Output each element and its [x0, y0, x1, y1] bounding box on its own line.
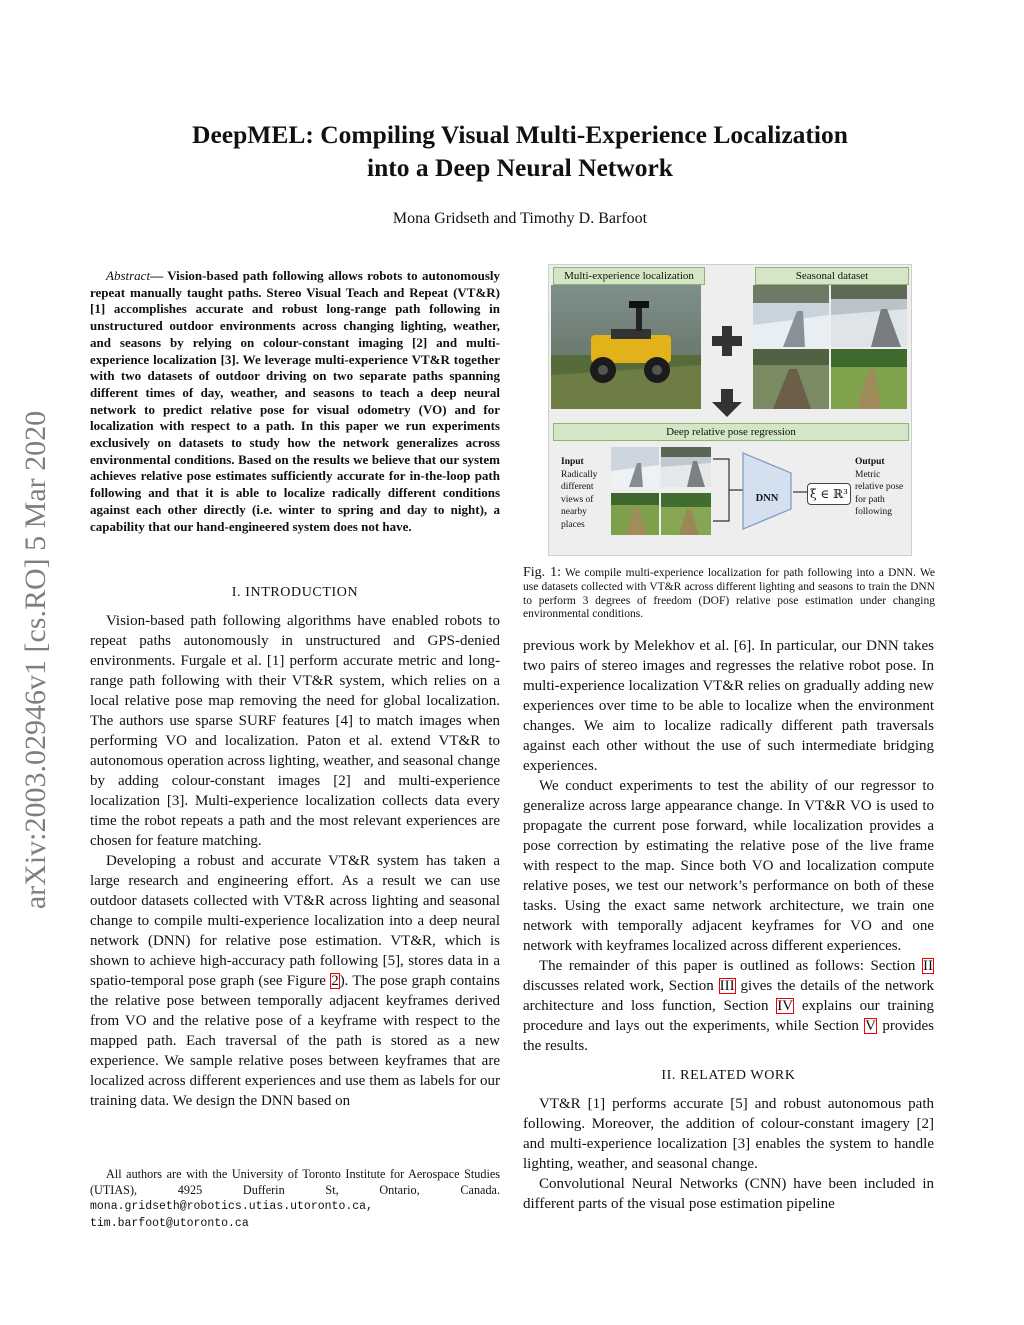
section-v-link[interactable]: V [865, 1018, 877, 1034]
input-photo-1 [611, 447, 659, 487]
abstract [90, 268, 500, 535]
outline-text-4: explains our training procedure and lays out the experiments, while Section [523, 998, 935, 1034]
footnote-emails: mona.gridseth@robotics.utias.utoronto.ca, tim.barfoot@utoronto.ca [90, 1200, 373, 1230]
input-photo-3 [611, 493, 659, 535]
connector-bracket [713, 455, 743, 525]
tag-deep-pose-regression: Deep relative pose regression [553, 423, 909, 441]
input-title: Input [561, 457, 584, 467]
season-photo-summer-1 [831, 349, 907, 409]
footnote-affiliation: All authors are with the University of Toronto Institute for Aerospace Studies (UTIAS), 4925 Dufferin St, Ontario, Canada. [90, 1167, 500, 1197]
plus-icon [709, 323, 745, 359]
dnn-output-arrow [793, 487, 807, 497]
output-description [855, 456, 907, 519]
right-paragraph-2: We conduct experiments to test the ability of our regressor to generalize across large appearance change. In VT&R VO is used to propagate the current pose forward, while localization provides a pose correction by estimating the relative pose of the live frame with respect to the map. Since both VO and localization compute relative poses, we test our network’s performance on both of these tasks. Using the exact same network architecture, we train one network with temporally adjacent keyframes for VO and one network with keyframes localized across different experiences. [523, 778, 934, 954]
footnote [90, 1167, 500, 1231]
right-paragraph-1: previous work by Melekhov et al. [6]. In particular, our DNN takes two pairs of stereo images and regresses the relative robot pose. In multi-experience localization VT&R relies on gradually adding new experiences over time to be able to localize when the environment changes. We aim to localize radically different path traversals against each other without the use of such intermediate bridging experiences. [523, 638, 934, 774]
down-arrow-icon [710, 389, 744, 417]
season-photo-winter-1 [753, 285, 829, 347]
input-desc-text: Radically different views of nearby places [561, 469, 598, 530]
related-paragraph-2: Convolutional Neural Networks (CNN) have been included in different parts of the visual pose estimation pipeline [523, 1176, 934, 1212]
input-description [561, 456, 609, 531]
season-photo-spring-1 [753, 349, 829, 409]
title-line-2: into a Deep Neural Network [367, 153, 673, 182]
figure-caption-label: Fig. 1: [523, 565, 561, 580]
section-heading-related-work: II. RELATED WORK [661, 1068, 796, 1083]
outline-text-3: gives the details of the network architecture and loss function, Section [523, 978, 934, 1014]
outline-text-2: discusses related work, Section [523, 978, 719, 994]
dnn-block [741, 451, 793, 531]
arxiv-stamp [6, 350, 66, 970]
paper-title [120, 118, 920, 184]
related-paragraph-1: VT&R [1] performs accurate [5] and robust autonomous path following. Moreover, the addition of colour-constant imagery [2] and multi-experience localization [3] enables the system to handle lighting, weather, and seasonal change. [523, 1096, 934, 1172]
pose-output-box: ξ ∈ ℝ³ [807, 483, 851, 505]
abstract-label: Abstract [106, 268, 151, 283]
tag-seasonal-dataset: Seasonal dataset [755, 267, 909, 285]
figure-1-caption [523, 566, 935, 622]
figure-1 [548, 264, 912, 556]
right-column [523, 636, 934, 1214]
output-desc-text: Metric relative pose for path following [855, 469, 904, 517]
section-iii-link[interactable]: III [719, 978, 735, 994]
intro-paragraph-1: Vision-based path following algorithms have enabled robots to repeat paths autonomously in unstructured and GPS-denied environments. Furgale et al. [1] perform accurate metric and long-range path following with their VT&R system, which relies on a local relative pose map removing the need for global localization. The authors use sparse SURF features [4] to match images when performing VO and localization. Paton et al. extend VT&R to autonomous operation across lighting, weather, and seasonal change by adding colour-constant images [2] and multi-experience localization [3]. Multi-experience localization collects data every time the robot repeats a path and the most relevant experiences are chosen for feature matching. [90, 613, 500, 849]
figure-2-ref-link[interactable]: 2 [331, 973, 339, 989]
outline-text-5: provides the results. [523, 1018, 934, 1054]
intro-p2-part-b: ). The pose graph contains the relative pose between temporally adjacent keyframes derived from VO and the relative pose of a keyframe with respect to the mapped path. Each traversal of the path is stored as a new experience. We sample relative poses between keyframes that are localized across different experiences and use them as labels for our training data. We design the DNN based on [90, 973, 500, 1109]
paper-authors: Mona Gridseth and Timothy D. Barfoot [392, 210, 648, 227]
section-heading-introduction: I. INTRODUCTION [231, 585, 359, 600]
intro-column [90, 611, 500, 1111]
tag-multi-experience: Multi-experience localization [553, 267, 705, 285]
intro-paragraph-2 [90, 851, 500, 1111]
intro-p2-part-a: Developing a robust and accurate VT&R system has taken a large research and engineering effort. As a result we can use outdoor datasets collected with VT&R across lighting and seasonal change to compile multi-experience localization into a deep neural network (DNN) for relative pose estimation. VT&R, which is shown to achieve high-accuracy path following [5], stores data in a spatio-temporal pose graph (see Figure [90, 853, 500, 989]
output-title: Output [855, 457, 885, 467]
figure-caption-text: We compile multi-experience localization for path following into a DNN. We use datasets collected with VT&R across different lighting and seasons to train the DNN to perform 3 degrees of freedom (DOF) relative pose estimation under changing environmental conditions. [523, 567, 935, 621]
input-photo-2 [661, 447, 711, 487]
right-paragraph-3 [523, 956, 934, 1056]
arxiv-id: arXiv:2003.02946v1 [cs.RO] 5 Mar 2020 [19, 410, 52, 910]
section-ii-link[interactable]: II [923, 958, 933, 974]
input-photo-4 [661, 493, 711, 535]
outline-text-1: The remainder of this paper is outlined as follows: Section [539, 958, 922, 974]
abstract-text: — Vision-based path following allows robots to autonomously repeat manually taught paths. Stereo Visual Teach and Repeat (VT&R) [1] accomplishes accurate and robust long-range path following in unstructured outdoor environments across changing lighting, weather, and seasons by relying on colour-constant imaging [2] and multi-experience localization [3]. We leverage multi-experience VT&R together with two datasets of outdoor driving on two separate paths spanning different times of day, weather, and seasons to teach a deep neural network to predict relative pose for visual odometry (VO) and for localization with respect to a path. In this paper we run experiments exclusively on datasets to study how the network generalizes across environmental conditions. Based on the results we believe that our system achieves relative pose estimates sufficiently accurate for in-the-loop path following and that it is able to localize radically different conditions against each other directly (i.e. winter to spring and day to night), a capability that our hand-engineered system does not have. [90, 268, 500, 534]
section-iv-link[interactable]: IV [777, 998, 794, 1014]
title-line-1: DeepMEL: Compiling Visual Multi-Experience Localization [192, 120, 848, 149]
robot-photo [551, 285, 701, 409]
season-photo-winter-2 [831, 285, 907, 347]
dnn-label: DNN [755, 493, 779, 504]
